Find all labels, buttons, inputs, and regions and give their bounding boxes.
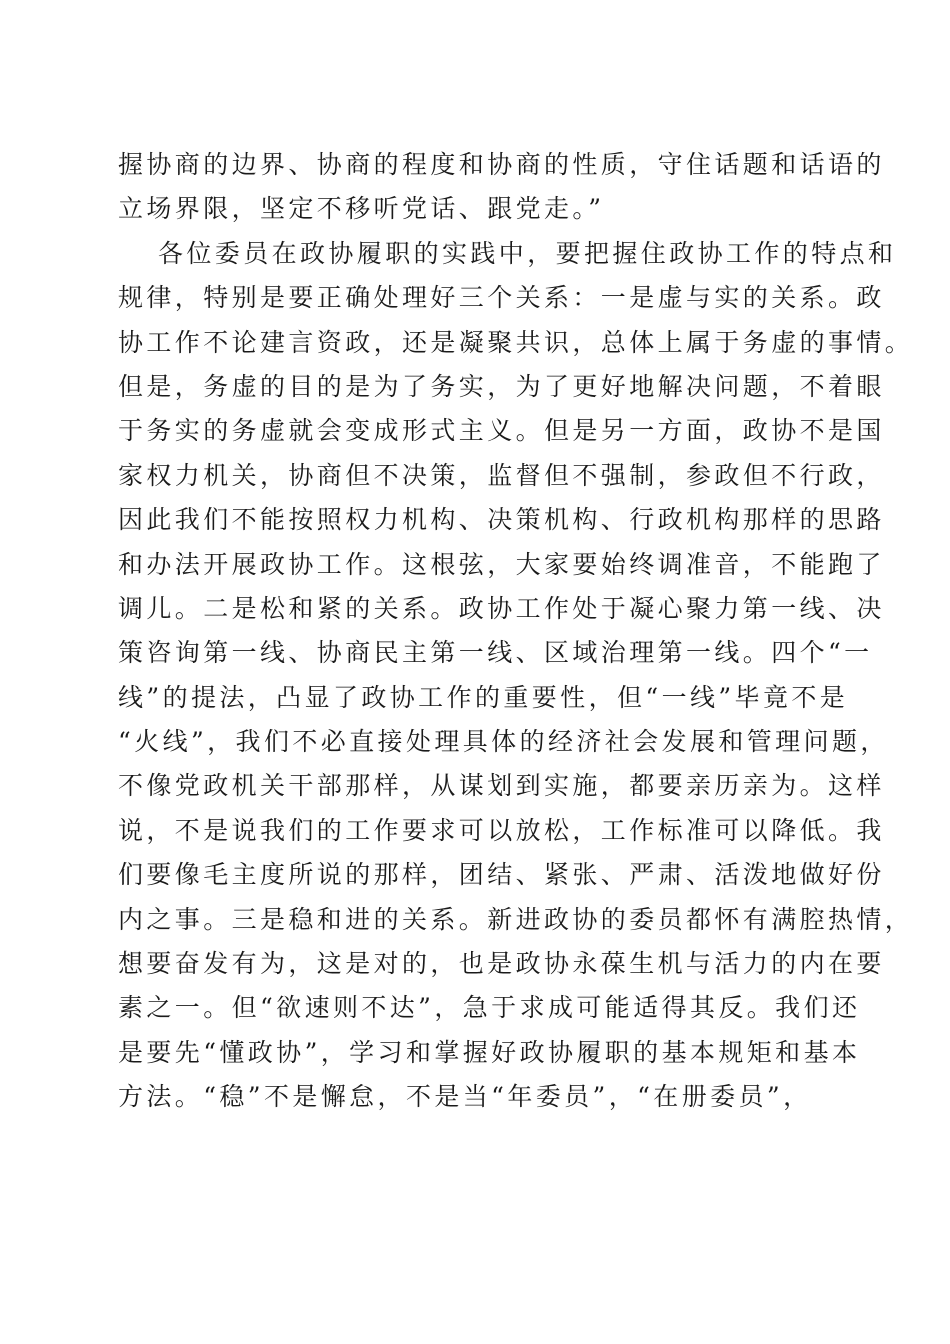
- text-line: 想要奋发有为，这是对的，也是政协永葆生机与活力的内在要: [118, 949, 885, 979]
- text-line: 线”的提法，凸显了政协工作的重要性，但“一线”毕竟不是: [118, 682, 849, 712]
- text-line: 们要像毛主度所说的那样，团结、紧张、严肃、活泼地做好份: [118, 860, 885, 890]
- body-text: [118, 143, 914, 1120]
- text-line: 调儿。二是松和紧的关系。政协工作处于凝心聚力第一线、决: [118, 593, 885, 623]
- text-line: 素之一。但“欲速则不达”，急于求成可能适得其反。我们还: [118, 993, 861, 1023]
- text-line: 和办法开展政协工作。这根弦，大家要始终调准音，不能跑了: [118, 549, 885, 579]
- paragraph-start-line: 各位委员在政协履职的实践中，要把握住政协工作的特点和: [158, 238, 897, 268]
- text-line: 说，不是说我们的工作要求可以放松，工作标准可以降低。我: [118, 815, 885, 845]
- text-line: 握协商的边界、协商的程度和协商的性质，守住话题和话语的: [118, 150, 885, 179]
- text-line: 不像党政机关干部那样，从谋划到实施，都要亲历亲为。这样: [118, 771, 885, 801]
- text-line: 协工作不论建言资政，还是凝聚共识，总体上属于务虚的事情。: [118, 327, 914, 357]
- text-line: 因此我们不能按照权力机构、决策机构、行政机构那样的思路: [118, 505, 885, 535]
- text-line: 家权力机关，协商但不决策，监督但不强制，参政但不行政，: [118, 460, 885, 490]
- text-line: “火线”，我们不必直接处理具体的经济社会发展和管理问题，: [118, 727, 889, 757]
- text-line: 但是，务虚的目的是为了务实，为了更好地解决问题，不着眼: [118, 371, 885, 401]
- text-line: 于务实的务虚就会变成形式主义。但是另一方面，政协不是国: [118, 416, 885, 446]
- text-line: 规律，特别是要正确处理好三个关系：一是虚与实的关系。政: [118, 283, 885, 313]
- text-line: 策咨询第一线、协商民主第一线、区域治理第一线。四个“一: [118, 638, 873, 668]
- text-line: 立场界限，坚定不移听党话、跟党走。”: [118, 194, 605, 224]
- text-line: 方法。“稳”不是懈怠，不是当“年委员”，“在册委员”，: [118, 1082, 812, 1112]
- text-line: 内之事。三是稳和进的关系。新进政协的委员都怀有满腔热情，: [118, 904, 914, 934]
- text-line: 是要先“懂政协”，学习和掌握好政协履职的基本规矩和基本: [118, 1037, 861, 1067]
